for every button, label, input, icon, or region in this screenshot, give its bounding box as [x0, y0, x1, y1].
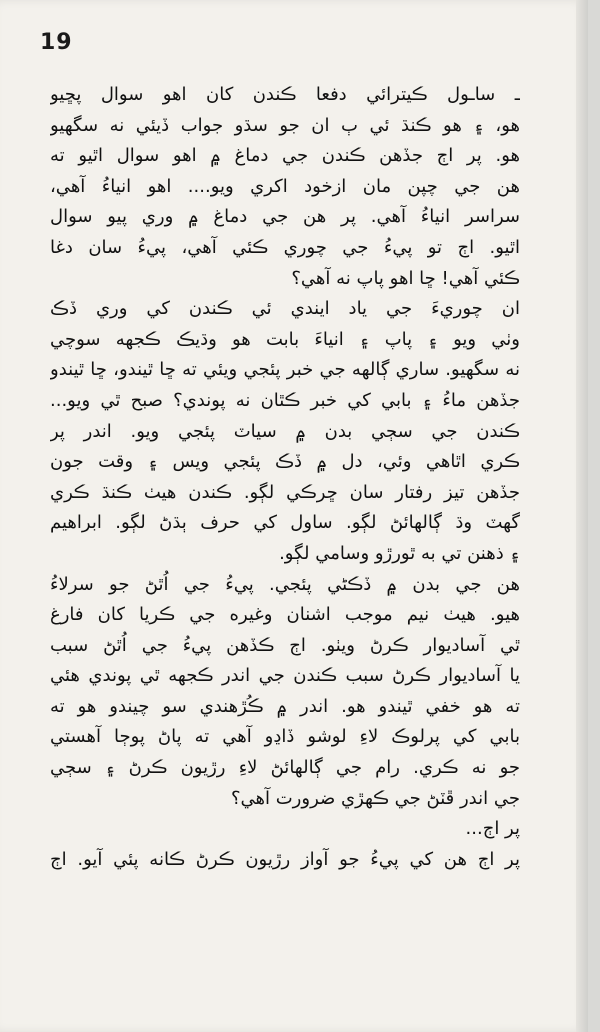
text-line: نه سگهيو. ساري ڳالهه جي خبر پئجي ويئي ته ڇا ٿيندو، ڇا ٿيندو	[50, 359, 520, 381]
text-line: ان چوريءَ جي ياد ايندي ئي ڪندن کي وري ڏڪ	[50, 298, 520, 320]
page-number: 19	[40, 30, 73, 55]
text-line: ڪندن جي سڄي بدن ۾ سياٽ پئجي ويو. اندر پر	[50, 420, 520, 442]
text-line: جڏهن ماءُ ۽ بابي کي خبر ڪٿان نه پوندي؟ صبح ٿي ويو...	[50, 389, 520, 411]
text-line: پر اڄ...	[465, 818, 520, 840]
text-line: پر اڄ هن کي پيءُ جو آواز رڙيون ڪرڻ ڪانه پئي آيو. اڄ	[50, 848, 520, 870]
text-line: سراسر انياءُ آهي. پر هن جي دماغ ۾ وري پيو سوال	[50, 206, 520, 228]
text-line: هو. پر اڄ جڏهن ڪندن جي دماغ ۾ اهو سوال اٿيو ته	[50, 145, 520, 167]
page-edge	[576, 0, 588, 1032]
paragraph-3	[50, 570, 520, 845]
text-line: ـ ساـول ڪيترائي دفعا ڪندن کان اهو سوال پڇيو	[50, 84, 520, 105]
text-line: وٺي ويو ۽ پاپ ۽ انياءَ بابت هو وڌيڪ ڪجهه سوچي	[50, 328, 520, 350]
text-line: جو نه ڪري. رام جي ڳالهائڻ لاءِ رڙيون ڪرڻ ۽ سڄي	[50, 757, 520, 779]
text-line: ته هو خفي ٿيندو هو. اندر ۾ ڪُڙهندي سو چيندو هو ته	[50, 695, 520, 717]
body-text	[50, 80, 520, 875]
text-line: جي اندر ڦٽڻ جي ڪهڙي ضرورت آهي؟	[230, 787, 520, 809]
text-line: بابي کي پرلوڪ لاءِ لوشو ڏاڍو آهي ته پاڻ پوڄا آهستي	[50, 726, 520, 748]
text-line: هن جي بدن ۾ ڏڪڻي پئجي. پيءُ جي اُٿڻ جو سرلاءُ	[50, 573, 520, 595]
text-line: هيو. هيٺ نيم موجب اشنان وغيره جي ڪريا کان فارغ	[50, 604, 520, 626]
text-line: ٿي آساديوار ڪرڻ ويٺو. اڄ ڪڏهن پيءُ جي اُٿڻ سبب	[50, 634, 520, 656]
paragraph-1	[50, 80, 520, 294]
text-line: جڏهن تيز رفتار سان ڇرڪي لڳو. ڪندن هيٺ ڪنڌ ڪري	[50, 481, 520, 503]
paragraph-2	[50, 294, 520, 569]
text-line: ڪري اٿاهي وئي، دل ۾ ڏڪ پئجي ويس ۽ وقت جون	[50, 451, 520, 473]
text-line: ڪئي آهي! ڇا اهو پاپ نه آهي؟	[291, 267, 520, 289]
text-line: هو، ۽ هو ڪنڌ ئي ٻ ان جو سڌو جواب ڏيئي نه سگهيو	[50, 114, 520, 136]
text-line: يا آساديوار ڪرڻ سبب ڪندن جي اندر ڪجهه ٿي پوندي هئي	[50, 665, 520, 687]
text-line: اٿيو. اڄ تو پيءُ جي چوري ڪئي آهي، پيءُ سان دغا	[50, 236, 520, 258]
text-line: گهٽ وڌ ڳالهائڻ لڳو. ساول کي حرف ٻڌڻ لڳو. ابراهيم	[50, 512, 520, 534]
text-line: ۽ ذهنن تي به ٿورڙو وسامي لڳو.	[279, 542, 520, 564]
paragraph-4	[50, 845, 520, 876]
text-line: هن جي چپن مان ازخود اکري ويو.... اهو انياءُ آهي،	[50, 175, 520, 197]
